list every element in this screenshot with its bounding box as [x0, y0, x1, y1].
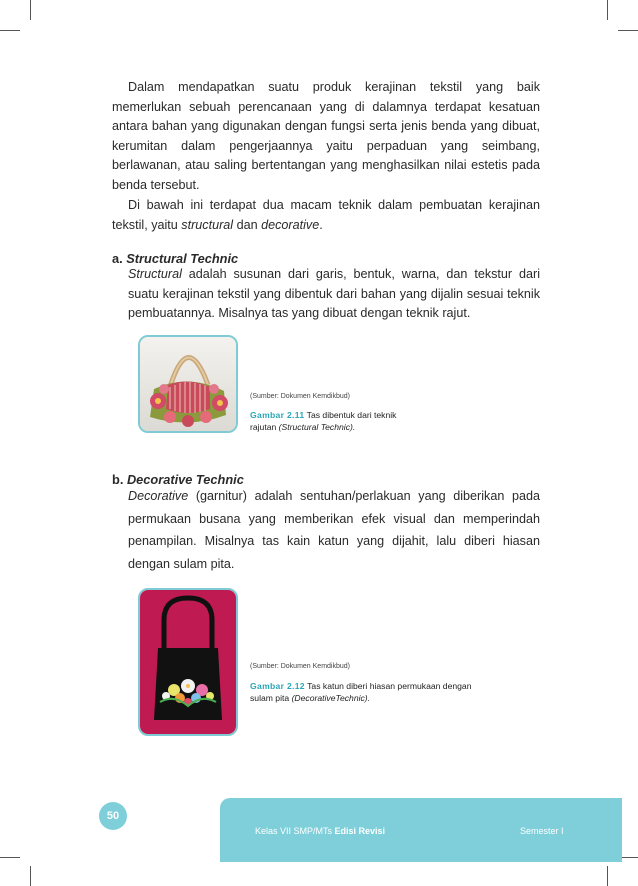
caption-text: Tas dibentuk dari teknik rajutan	[250, 410, 397, 432]
caption-italic: (Structural Technic).	[278, 421, 356, 432]
intro-text: .	[319, 217, 323, 232]
caption-text: Tas katun diberi hiasan permukaan dengan sulam pita	[250, 681, 472, 703]
footer-semester: Semester I	[520, 826, 564, 836]
intro-paragraph: Dalam mendapatkan suatu produk kerajinan tekstil yang baik memerlukan sebuah perencanaan yang di dalamnya terdapat kesatuan antara bahan yang digunakan dengan fungsi serta jenis benda yang dibuat, kerumitan dalam pengerjaannya yaitu perpaduan yang seimbang, berlawanan, atau saling bertentangan yang menghasilkan nilai estetis pada benda tersebut.	[112, 80, 540, 192]
crochet-bag-illustration	[140, 337, 236, 431]
page-number: 50	[99, 802, 127, 830]
section-marker: a.	[112, 251, 123, 266]
crop-mark	[0, 857, 20, 858]
section-title: Decorative Technic	[126, 472, 244, 487]
crop-mark	[607, 0, 608, 20]
term-decorative: decorative	[261, 217, 320, 232]
figure-caption	[250, 410, 410, 433]
intro-text: Di bawah ini terdapat dua macam teknik dalam pembuatan kerajinan tekstil, yaitu	[112, 198, 540, 232]
embroidered-bag-photo	[138, 588, 238, 736]
intro-paragraph-2	[112, 196, 540, 235]
caption-italic: (DecorativeTechnic).	[291, 692, 371, 703]
crop-mark	[30, 866, 31, 886]
term-structural: Structural	[128, 267, 182, 281]
section-b-body	[128, 485, 540, 575]
footer-class	[255, 826, 385, 836]
figure-source: (Sumber: Dokumen Kemdikbud)	[250, 393, 350, 400]
crochet-bag-photo	[138, 335, 238, 433]
term-decorative: Decorative	[128, 489, 189, 503]
section-a-body	[128, 265, 540, 324]
crop-mark	[30, 0, 31, 20]
crop-mark	[618, 30, 638, 31]
section-a-heading	[112, 251, 238, 266]
figure-caption	[250, 681, 480, 704]
section-marker: b.	[112, 472, 124, 487]
intro-text: dan	[233, 217, 262, 232]
section-text: (garnitur) adalah sentuhan/perlakuan yang diberikan pada permukaan busana yang memberikan efek visual dan memperindah penampilan. Misalnya tas kain katun yang dijahit, lalu diberi hiasan dengan sulam pita.	[128, 489, 540, 571]
footer-edition: Edisi Revisi	[334, 826, 386, 836]
section-title: Structural Technic	[126, 251, 239, 266]
figure-label: Gambar 2.12	[250, 681, 305, 691]
embroidered-bag-illustration	[140, 590, 236, 734]
crop-mark	[607, 866, 608, 886]
figure-source: (Sumber: Dokumen Kemdikbud)	[250, 663, 350, 670]
crop-mark	[0, 30, 20, 31]
footer-class-prefix: Kelas VII SMP/MTs	[255, 826, 335, 836]
term-structural: structural	[181, 217, 234, 232]
section-text: adalah susunan dari garis, bentuk, warna, dan tekstur dari suatu kerajinan tekstil yang dibentuk dari bahan yang dijalin sesuai teknik pembuatannya. Misalnya tas yang dibuat dengan teknik rajut.	[128, 267, 540, 321]
figure-label: Gambar 2.11	[250, 410, 305, 420]
